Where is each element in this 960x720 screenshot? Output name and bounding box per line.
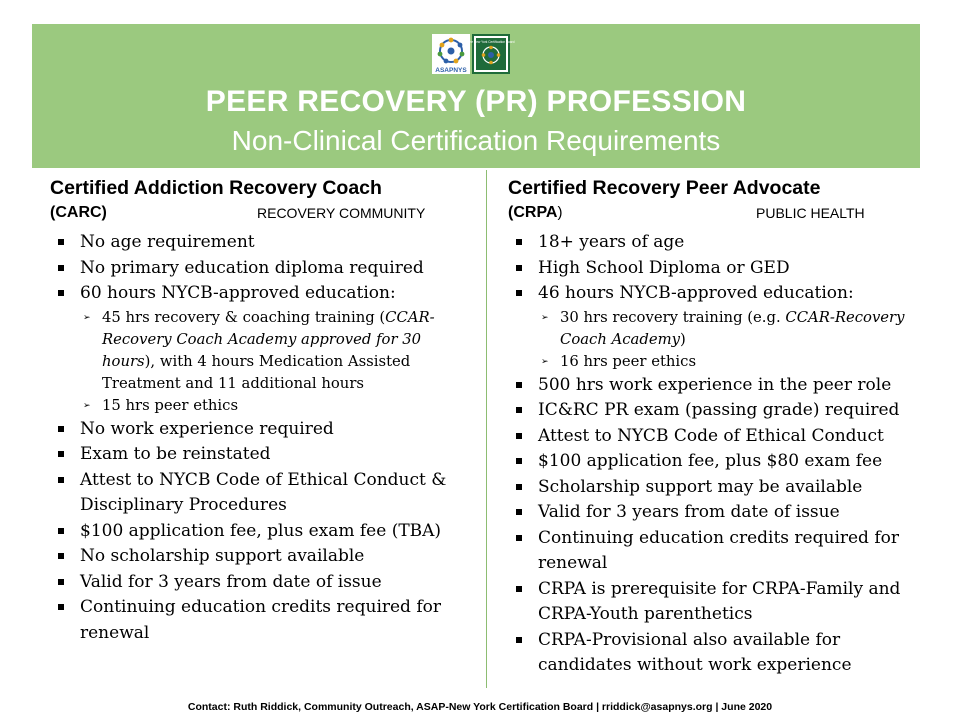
page-subtitle: Non-Clinical Certification Requirements [231, 125, 721, 156]
list-item: Attest to NYCB Code of Ethical Conduct & Disciplinary Procedures [50, 468, 470, 519]
logo-group [432, 34, 515, 74]
list-item: 500 hrs work experience in the peer role [508, 373, 928, 399]
carc-requirements-list [50, 230, 470, 646]
nycb-logo [467, 34, 515, 74]
list-item: No primary education diploma required [50, 256, 470, 282]
list-item: No scholarship support available [50, 544, 470, 570]
sub-item: ➢ 15 hrs peer ethics [80, 395, 470, 417]
list-item-text: 46 hours NYCB-approved education: [538, 283, 854, 303]
list-item: Attest to NYCB Code of Ethical Conduct [508, 424, 928, 450]
crpa-title: Certified Recovery Peer Advocate [508, 177, 821, 199]
list-item: Valid for 3 years from date of issue [50, 570, 470, 596]
crpa-abbr-close: ) [557, 204, 563, 221]
crpa-requirements-list [508, 230, 928, 679]
sub-item: ➢ 16 hrs peer ethics [538, 351, 928, 373]
asapnys-logo [432, 34, 470, 74]
list-item: High School Diploma or GED [508, 256, 928, 282]
list-item: $100 application fee, plus exam fee (TBA) [50, 519, 470, 545]
sub-item: ➢ 30 hrs recovery training (e.g. CCAR-Recovery Coach Academy) [538, 307, 928, 351]
carc-education-sublist [80, 307, 470, 417]
carc-title: Certified Addiction Recovery Coach [50, 177, 382, 199]
list-item: Valid for 3 years from date of issue [508, 500, 928, 526]
list-item-education [508, 281, 928, 373]
list-item: Continuing education credits required for renewal [50, 595, 470, 646]
list-item: IC&RC PR exam (passing grade) required [508, 398, 928, 424]
list-item: No age requirement [50, 230, 470, 256]
list-item: 18+ years of age [508, 230, 928, 256]
carc-tag: RECOVERY COMMUNITY [257, 205, 426, 221]
column-divider [486, 170, 487, 688]
carc-subheading [50, 200, 470, 226]
list-item: $100 application fee, plus $80 exam fee [508, 449, 928, 475]
carc-column [50, 176, 470, 646]
list-item: Exam to be reinstated [50, 442, 470, 468]
page-title: PEER RECOVERY (PR) PROFESSION [205, 85, 747, 118]
crpa-subheading [508, 200, 928, 226]
svg-text:ASAPNYS: ASAPNYS [435, 67, 467, 74]
contact-footer: Contact: Ruth Riddick, Community Outreach, ASAP-New York Certification Board | rriddick@asapnys.org | June 2020 [187, 701, 773, 713]
list-item: No work experience required [50, 417, 470, 443]
list-item-education [50, 281, 470, 417]
crpa-abbr: (CRPA [508, 204, 558, 221]
list-item: CRPA-Provisional also available for candidates without work experience [508, 628, 928, 679]
sub-item: ➢ 45 hrs recovery & coaching training (CCAR-Recovery Coach Academy approved for 30 hours), with 4 hours Medication Assisted Treatment and 11 additional hours [80, 307, 470, 395]
crpa-column [508, 176, 928, 679]
list-item: Continuing education credits required for renewal [508, 526, 928, 577]
list-item-text: 60 hours NYCB-approved education: [80, 283, 396, 303]
svg-text:The New York Certification Boa: The New York Certification Board [467, 40, 515, 44]
list-item: CRPA is prerequisite for CRPA-Family and CRPA-Youth parenthetics [508, 577, 928, 628]
title-banner [32, 24, 920, 168]
carc-abbr: (CARC) [50, 204, 107, 221]
crpa-tag: PUBLIC HEALTH [756, 205, 865, 221]
crpa-education-sublist [538, 307, 928, 373]
list-item: Scholarship support may be available [508, 475, 928, 501]
